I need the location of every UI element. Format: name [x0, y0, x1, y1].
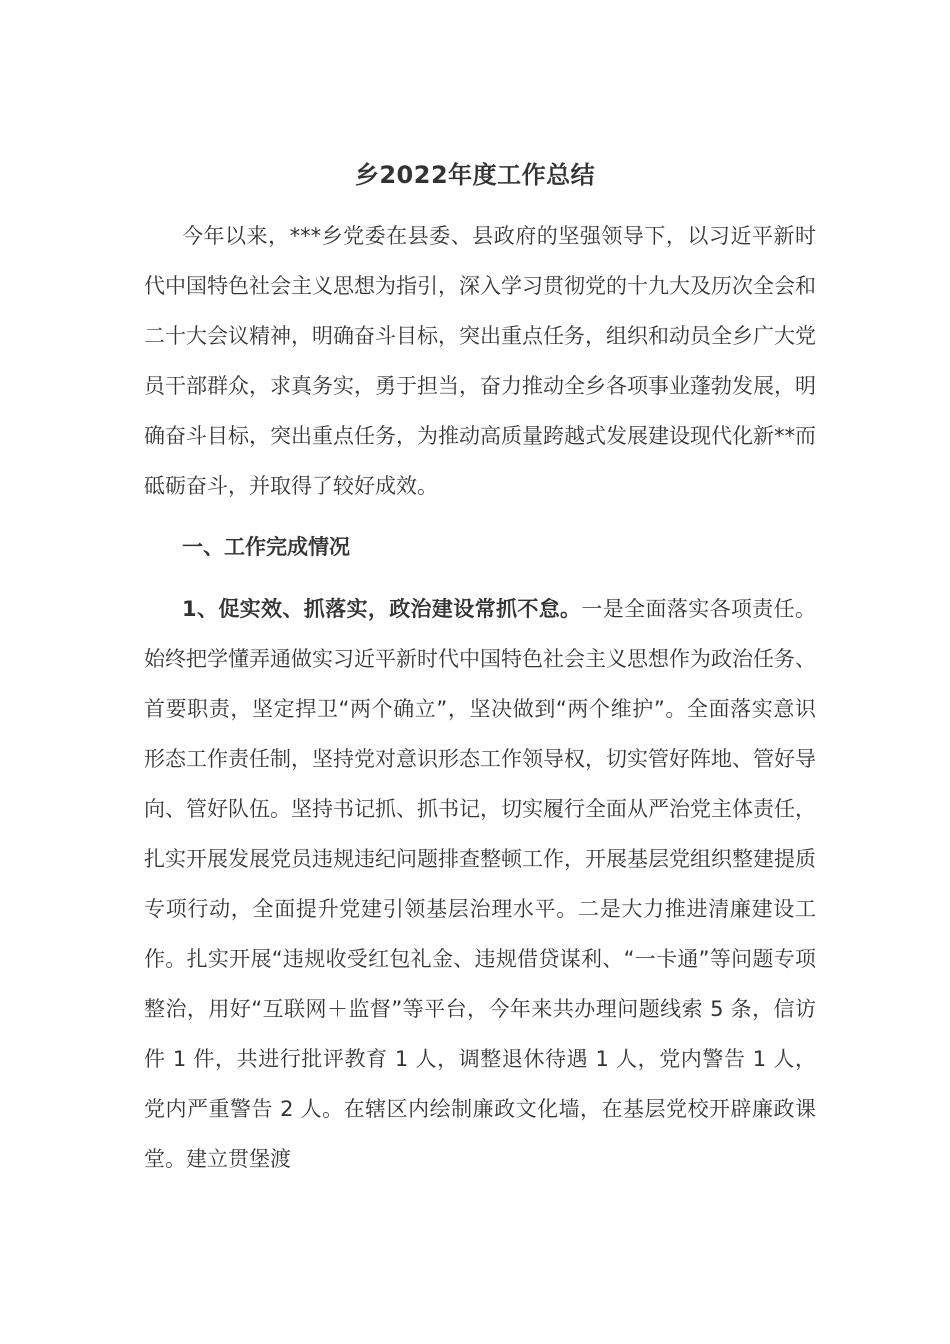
- item1-lead: 1、促实效、抓落实，政治建设常抓不怠。: [182, 597, 582, 621]
- item1-paragraph: [144, 584, 816, 1184]
- intro-paragraph: 今年以来，***乡党委在县委、县政府的坚强领导下，以习近平新时代中国特色社会主义思想为指引，深入学习贯彻党的十九大及历次全会和二十大会议精神，明确奋斗目标，突出重点任务，组织和动员全乡广大党员干部群众，求真务实，勇于担当，奋力推动全乡各项事业蓬勃发展，明确奋斗目标，突出重点任务，为推动高质量跨越式发展建设现代化新**而砥砺奋斗，并取得了较好成效。: [144, 224, 816, 498]
- document-title: 乡2022年度工作总结: [354, 161, 596, 189]
- item1-text: 一是全面落实各项责任。始终把学懂弄通做实习近平新时代中国特色社会主义思想作为政治任务、首要职责，坚定捍卫“两个确立”，坚决做到“两个维护”。全面落实意识形态工作责任制，坚持党对意识形态工作领导权，切实管好阵地、管好导向、管好队伍。坚持书记抓、抓书记，切实履行全面从严治党主体责任，扎实开展发展党员违规违纪问题排查整顿工作，开展基层党组织整建提质专项行动，全面提升党建引领基层治理水平。二是大力推进清廉建设工作。扎实开展“违规收受红包礼金、违规借贷谋利、“一卡通”等问题专项整治，用好“互联网＋监督”等平台，今年来共办理问题线索 5 条，信访件 1 件，共进行批评教育 1 人，调整退休待遇 1 人，党内警告 1 人，党内严重警告 2 人。在辖区内绘制廉政文化墙，在基层党校开辟廉政课堂。建立贯堡渡: [144, 597, 816, 1171]
- section-heading: 一、工作完成情况: [182, 535, 350, 559]
